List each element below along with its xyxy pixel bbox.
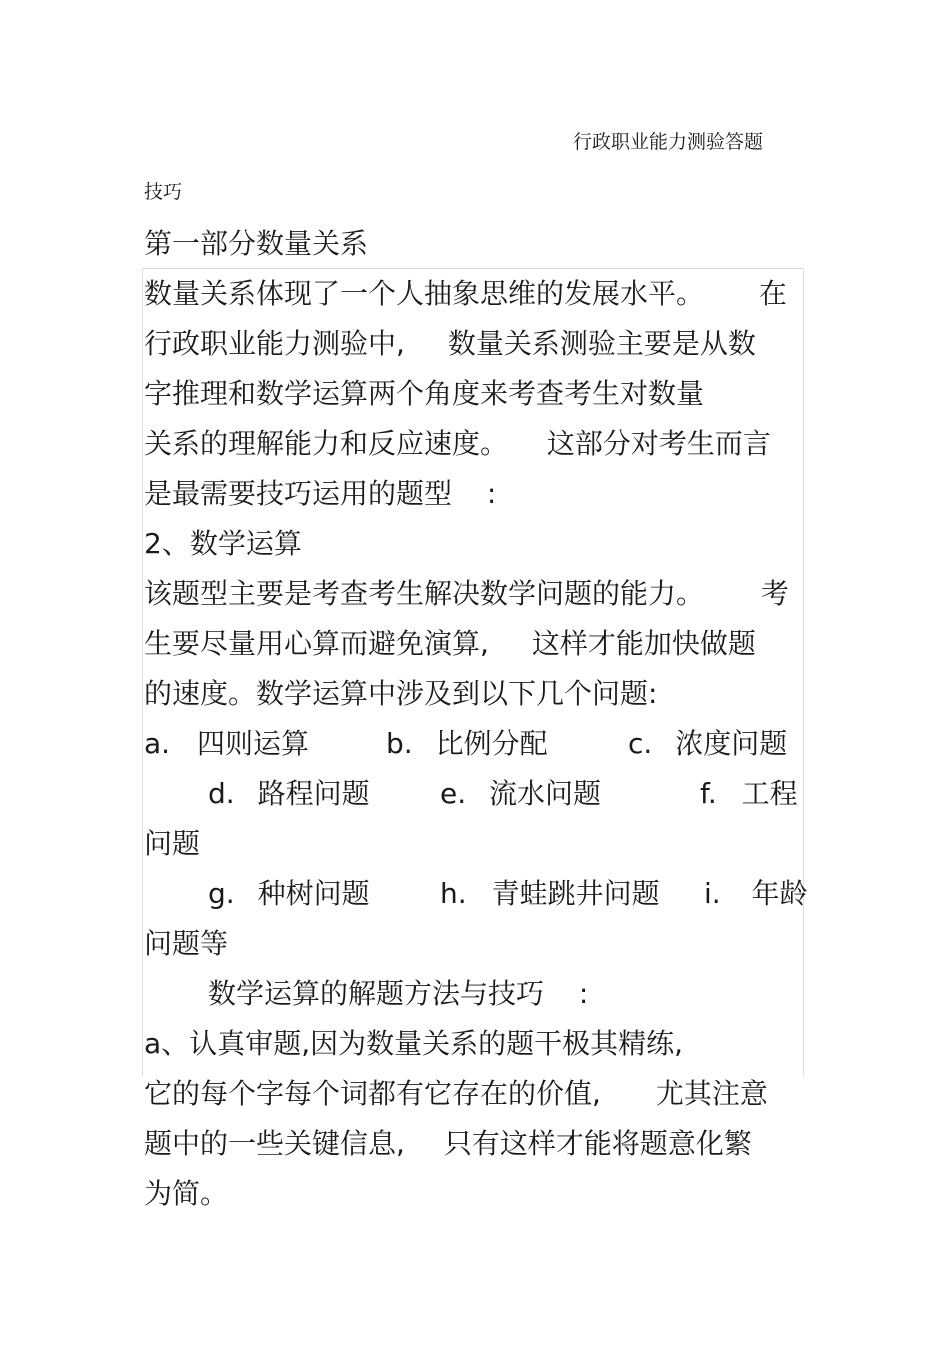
problem-i (704, 876, 808, 912)
method-line-2-main: 它的每个字每个词都有它存在的价值, (144, 1077, 601, 1110)
intro-line-4-main: 关系的理解能力和反应速度。 (144, 427, 509, 460)
problem-e (440, 776, 601, 812)
problem-c-text: 浓度问题 (675, 727, 788, 760)
desc-line-2 (144, 626, 756, 662)
problem-e-text: 流水问题 (489, 777, 602, 810)
subsection-title: 数学运算 (189, 527, 302, 560)
problem-c-label: c. (628, 727, 653, 760)
document-title-continued: 技巧 (144, 181, 183, 203)
problem-g-text: 种树问题 (257, 877, 370, 910)
problem-f (700, 776, 798, 812)
problem-g-label: g. (208, 877, 235, 910)
problem-h-text: 青蛙跳井问题 (491, 877, 660, 910)
intro-line-1-main: 数量关系体现了一个人抽象思维的发展水平。 (144, 277, 705, 310)
intro-line-4 (144, 426, 771, 462)
problem-a-text: 四则运算 (196, 727, 309, 760)
subsection-number: 2 (144, 527, 162, 560)
problem-d-label: d. (208, 777, 235, 810)
intro-line-2-main: 行政职业能力测验中, (144, 327, 405, 360)
method-item-a (144, 1026, 683, 1062)
problem-d-text: 路程问题 (257, 777, 370, 810)
problem-a (144, 726, 309, 762)
methods-heading-text: 数学运算的解题方法与技巧 (208, 977, 545, 1010)
intro-line-4-end: 这部分对考生而言 (546, 427, 771, 460)
problem-i-label: i. (704, 877, 721, 910)
method-item-a-label: a (144, 1027, 162, 1060)
document-title: 行政职业能力测验答题 (573, 131, 764, 153)
problem-f-continued: 问题 (144, 827, 201, 860)
method-line-3-end: 只有这样才能将题意化繁 (443, 1127, 752, 1160)
subsection-separator: 、 (161, 527, 190, 560)
intro-line-1 (144, 276, 787, 312)
method-line-2 (144, 1076, 768, 1112)
problem-a-label: a. (144, 727, 171, 760)
intro-line-3: 字推理和数学运算两个角度来考查考生对数量 (144, 377, 705, 410)
problem-g (208, 876, 370, 912)
intro-line-5-main: 是最需要技巧运用的题型 (144, 477, 453, 510)
method-item-a-text: 认真审题,因为数量关系的题干极其精练, (189, 1027, 683, 1060)
desc-line-1-main: 该题型主要是考查考生解决数学问题的能力。 (144, 577, 705, 610)
method-line-4: 为简。 (144, 1177, 229, 1210)
problem-b-label: b. (386, 727, 413, 760)
intro-line-5 (144, 476, 496, 512)
methods-heading-colon: : (578, 977, 589, 1010)
problem-d (208, 776, 370, 812)
problem-f-label: f. (700, 777, 717, 810)
desc-line-1-end: 考 (760, 577, 789, 610)
problem-b-text: 比例分配 (435, 727, 548, 760)
method-line-3 (144, 1126, 752, 1162)
intro-line-5-colon: : (486, 477, 497, 510)
desc-line-1 (144, 576, 789, 612)
method-line-3-main: 题中的一些关键信息, (144, 1127, 405, 1160)
method-line-2-end: 尤其注意 (655, 1077, 768, 1110)
methods-heading (208, 976, 588, 1012)
problem-e-label: e. (440, 777, 467, 810)
subsection-heading (144, 526, 302, 562)
problem-h-label: h. (440, 877, 467, 910)
section-heading: 第一部分数量关系 (144, 227, 369, 260)
desc-line-3: 的速度。数学运算中涉及到以下几个问题: (144, 677, 658, 710)
problem-h (440, 876, 660, 912)
desc-line-2-end: 这样才能加快做题 (531, 627, 756, 660)
intro-line-2 (144, 326, 756, 362)
intro-line-2-end: 数量关系测验主要是从数 (447, 327, 756, 360)
problem-c (628, 726, 787, 762)
desc-line-2-main: 生要尽量用心算而避免演算, (144, 627, 489, 660)
problem-i-text: 年龄 (751, 877, 808, 910)
problem-i-continued: 问题等 (144, 927, 229, 960)
problem-b (386, 726, 548, 762)
problem-f-text: 工程 (741, 777, 798, 810)
method-item-a-separator: 、 (161, 1027, 190, 1060)
intro-line-1-end: 在 (758, 277, 787, 310)
